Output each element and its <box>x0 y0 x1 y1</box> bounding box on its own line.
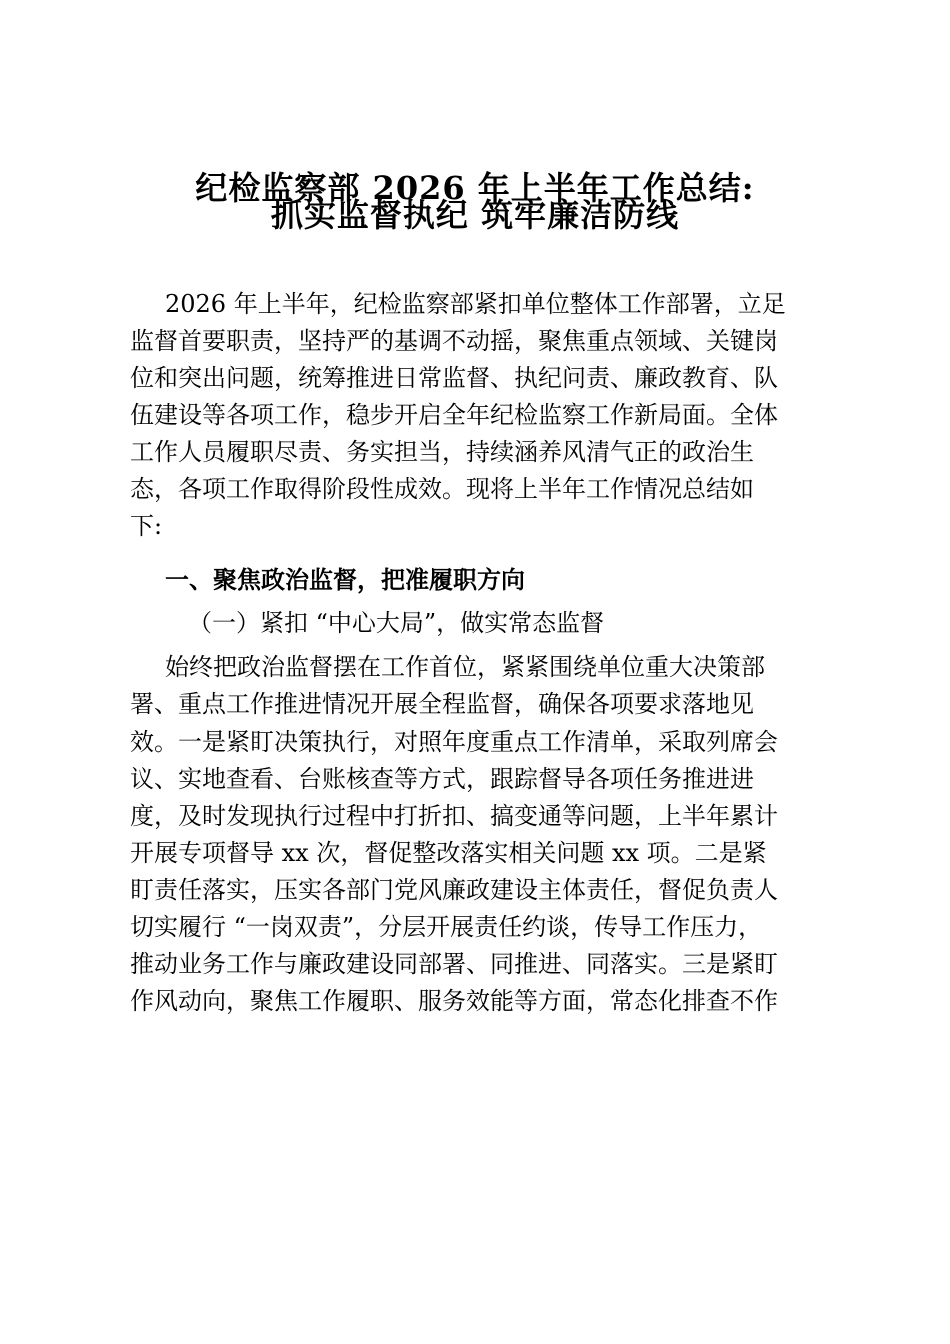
subsection-heading-1: （一）紧扣 “中心大局”，做实常态监督 <box>188 609 605 637</box>
document-title-line-1: 纪检监察部 2026 年上半年工作总结: <box>195 169 755 207</box>
intro-line-5: 工作人员履职尽责、务实担当，持续涵养风清气正的政治生 <box>130 438 754 466</box>
body-line-8: 切实履行 “一岗双责”，分层开展责任约谈，传导工作压力， <box>130 913 763 941</box>
intro-line-3: 位和突出问题，统筹推进日常监督、执纪问责、廉政教育、队 <box>130 364 778 392</box>
intro-line-7: 下: <box>130 512 163 540</box>
intro-line-4: 伍建设等各项工作，稳步开启全年纪检监察工作新局面。全体 <box>130 401 778 429</box>
body-line-1: 始终把政治监督摆在工作首位，紧紧围绕单位重大决策部 <box>165 653 765 681</box>
body-line-2: 署、重点工作推进情况开展全程监督，确保各项要求落地见 <box>130 690 754 718</box>
intro-line-2: 监督首要职责，坚持严的基调不动摇，聚焦重点领域、关键岗 <box>130 327 778 355</box>
body-line-5: 度，及时发现执行过程中打折扣、搞变通等问题，上半年累计 <box>130 802 778 830</box>
body-line-9: 推动业务工作与廉政建设同部署、同推进、同落实。三是紧盯 <box>130 950 778 978</box>
section-heading-1: 一、聚焦政治监督，把准履职方向 <box>165 565 525 594</box>
body-line-10: 作风动向，聚焦工作履职、服务效能等方面，常态化排查不作 <box>130 987 778 1015</box>
body-line-6: 开展专项督导 xx 次，督促整改落实相关问题 xx 项。二是紧 <box>130 839 767 867</box>
intro-line-6: 态，各项工作取得阶段性成效。现将上半年工作情况总结如 <box>130 475 754 503</box>
body-line-7: 盯责任落实，压实各部门党风廉政建设主体责任，督促负责人 <box>130 876 778 904</box>
document-title-line-2: 抓实监督执纪 筑牢廉洁防线 <box>270 196 680 234</box>
body-line-3: 效。一是紧盯决策执行，对照年度重点工作清单，采取列席会 <box>130 728 778 756</box>
intro-line-1: 2026 年上半年，纪检监察部紧扣单位整体工作部署，立足 <box>165 290 786 318</box>
body-line-4: 议、实地查看、台账核查等方式，跟踪督导各项任务推进进 <box>130 765 754 793</box>
